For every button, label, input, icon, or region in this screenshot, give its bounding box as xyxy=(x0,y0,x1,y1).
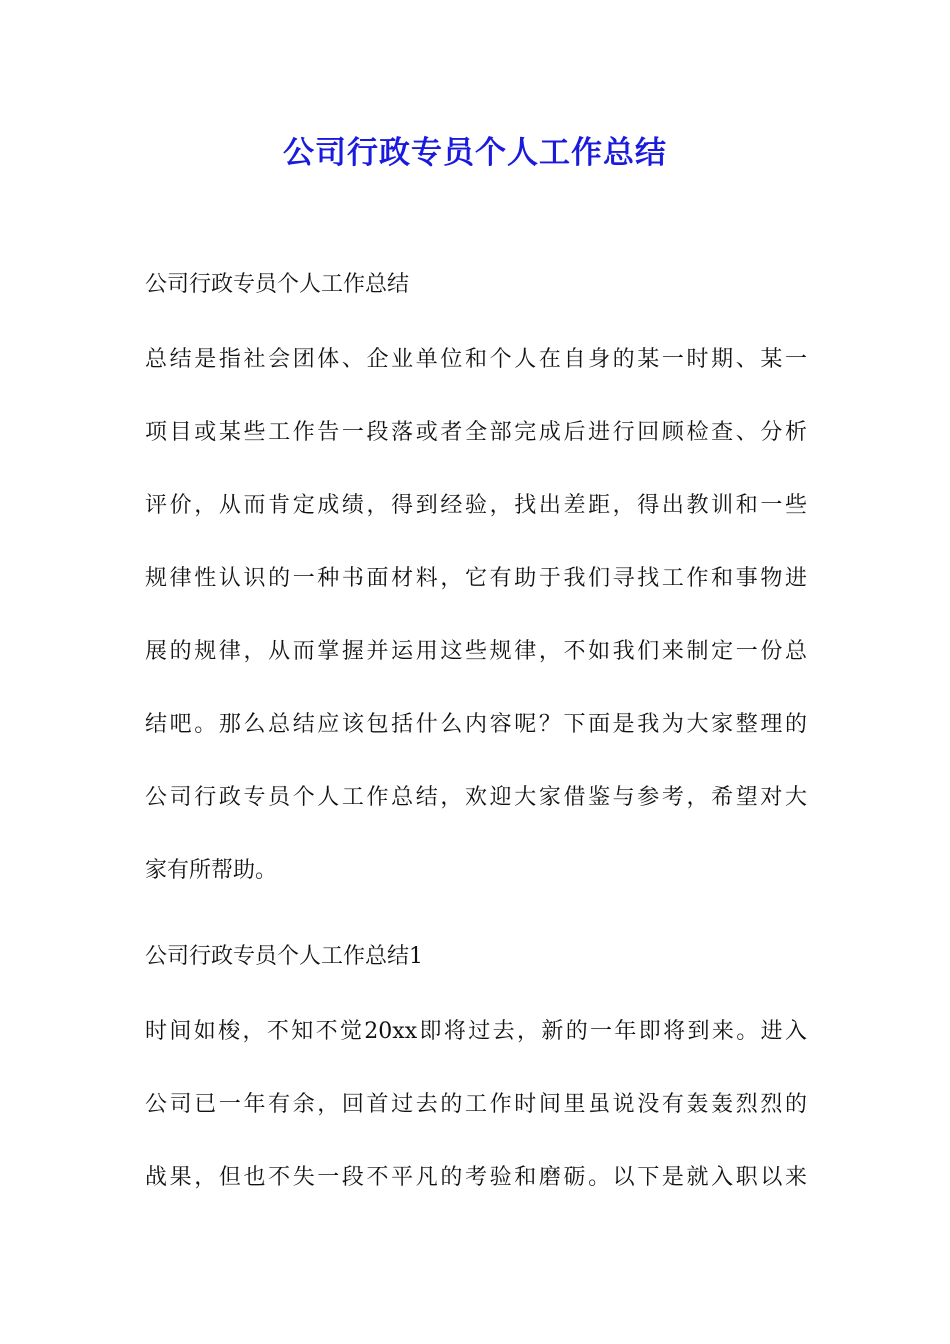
intro-line: 公司行政专员个人工作总结，欢迎大家借鉴与参考，希望对大 xyxy=(145,785,807,810)
intro-line: 评价，从而肯定成绩，得到经验，找出差距，得出教训和一些 xyxy=(145,493,807,518)
section-1-line: 时间如梭，不知不觉20xx即将过去，新的一年即将到来。进入 xyxy=(145,1019,807,1044)
section-1-line: 公司已一年有余，回首过去的工作时间里虽说没有轰轰烈烈的 xyxy=(145,1092,807,1117)
intro-paragraph xyxy=(145,323,807,907)
intro-line: 展的规律，从而掌握并运用这些规律，不如我们来制定一份总 xyxy=(145,639,807,664)
intro-line: 结吧。那么总结应该包括什么内容呢？下面是我为大家整理的 xyxy=(145,712,807,737)
intro-line: 家有所帮助。 xyxy=(145,858,278,883)
intro-line: 规律性认识的一种书面材料，它有助于我们寻找工作和事物进 xyxy=(145,566,807,591)
intro-line: 总结是指社会团体、企业单位和个人在自身的某一时期、某一 xyxy=(145,347,807,372)
section-1-paragraph xyxy=(145,995,807,1214)
subheading-section-1: 公司行政专员个人工作总结1 xyxy=(145,944,423,969)
subheading-intro: 公司行政专员个人工作总结 xyxy=(145,272,410,297)
section-1-line: 战果，但也不失一段不平凡的考验和磨砺。以下是就入职以来 xyxy=(145,1165,807,1190)
intro-line: 项目或某些工作告一段落或者全部完成后进行回顾检查、分析 xyxy=(145,420,807,445)
document-title: 公司行政专员个人工作总结 xyxy=(283,135,667,171)
